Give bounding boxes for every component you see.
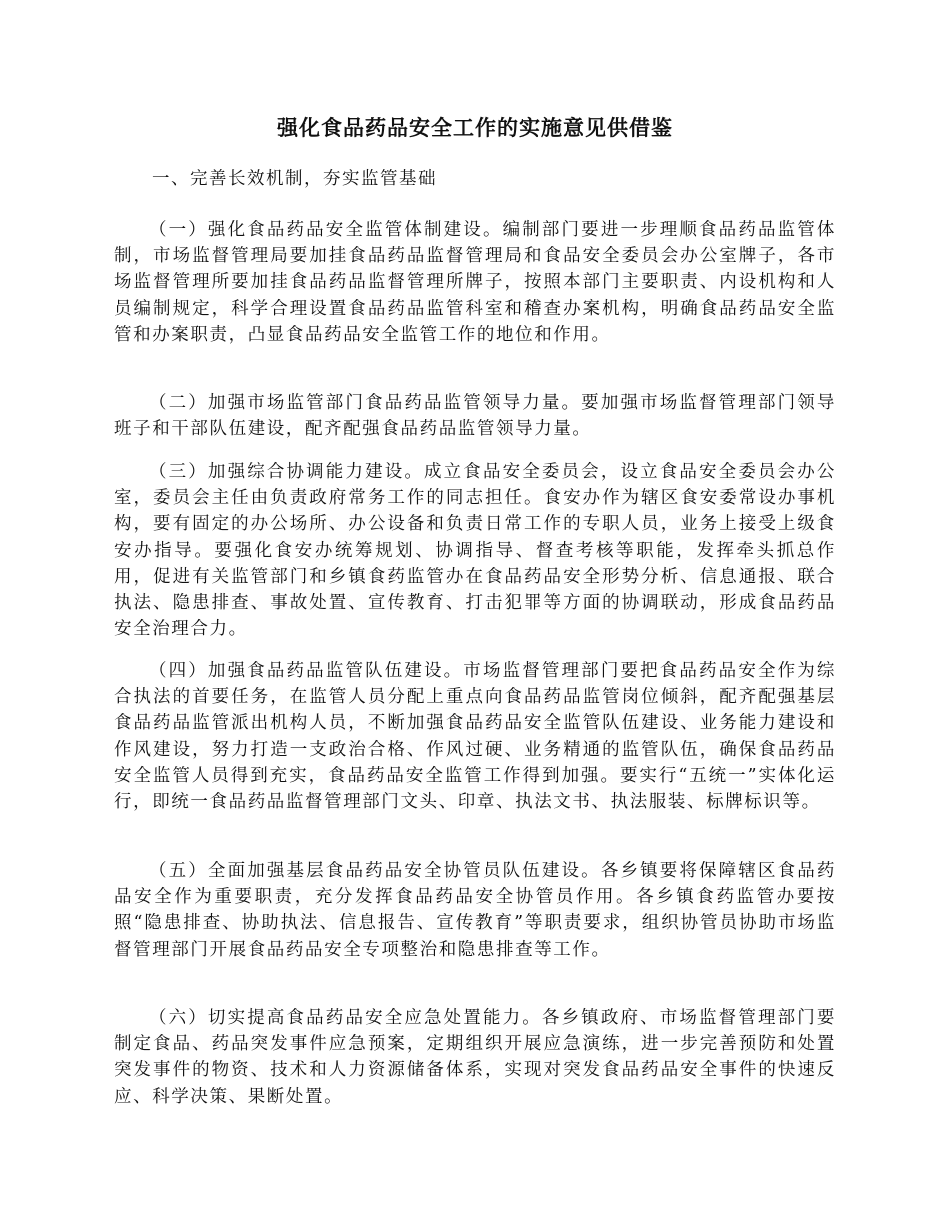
document-title: 强化食品药品安全工作的实施意见供借鉴 (277, 115, 673, 140)
paragraph-6: （六）切实提高食品药品安全应急处置能力。各乡镇政府、市场监督管理部门要制定食品、药品突发事件应急预案，定期组织开展应急演练，进一步完善预防和处置突发事件的物资、技术和人力资源储备体系，实现对突发食品药品安全事件的快速反应、科学决策、果断处置。 (114, 1008, 836, 1107)
paragraph-2: （二）加强市场监管部门食品药品监管领导力量。要加强市场监督管理部门领导班子和干部队伍建设，配齐配强食品药品监管领导力量。 (114, 393, 836, 440)
paragraph-4: （四）加强食品药品监管队伍建设。市场监督管理部门要把食品药品安全作为综合执法的首要任务，在监管人员分配上重点向食品药品监管岗位倾斜，配齐配强基层食品药品监管派出机构人员，不断加强食品药品安全监管队伍建设、业务能力建设和作风建设，努力打造一支政治合格、作风过硬、业务精通的监管队伍，确保食品药品安全监管人员得到充实，食品药品安全监管工作得到加强。要实行“五统一”实体化运行，即统一食品药品监督管理部门文头、印章、执法文书、执法服装、标牌标识等。 (114, 661, 836, 813)
section-heading: 一、完善长效机制，夯实监管基础 (152, 169, 437, 189)
paragraph-5: （五）全面加强基层食品药品安全协管员队伍建设。各乡镇要将保障辖区食品药品安全作为重要职责，充分发挥食品药品安全协管员作用。各乡镇食药监管办要按照“隐患排查、协助执法、信息报告、宣传教育”等职责要求，组织协管员协助市场监督管理部门开展食品药品安全专项整治和隐患排查等工作。 (114, 861, 836, 960)
paragraph-3: （三）加强综合协调能力建设。成立食品安全委员会，设立食品安全委员会办公室，委员会主任由负责政府常务工作的同志担任。食安办作为辖区食安委常设办事机构，要有固定的办公场所、办公设备和负责日常工作的专职人员，业务上接受上级食安办指导。要强化食安办统筹规划、协调指导、督查考核等职能，发挥牵头抓总作用，促进有关监管部门和乡镇食药监管办在食品药品安全形势分析、信息通报、联合执法、隐患排查、事故处置、宣传教育、打击犯罪等方面的协调联动，形成食品药品安全治理合力。 (114, 462, 836, 640)
paragraph-1: （一）强化食品药品安全监管体制建设。编制部门要进一步理顺食品药品监管体制，市场监督管理局要加挂食品药品监督管理局和食品安全委员会办公室牌子，各市场监督管理所要加挂食品药品监督管理所牌子，按照本部门主要职责、内设机构和人员编制规定，科学合理设置食品药品监管科室和稽查办案机构，明确食品药品安全监管和办案职责，凸显食品药品安全监管工作的地位和作用。 (114, 220, 836, 345)
